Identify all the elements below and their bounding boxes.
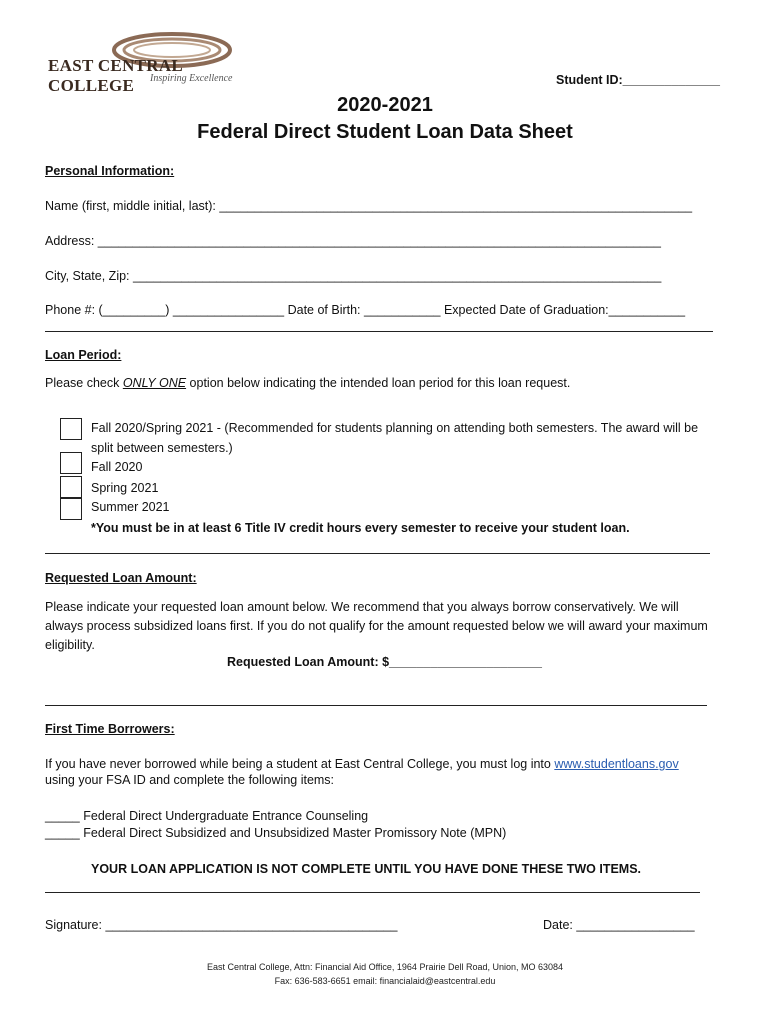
checkbox-summer[interactable] (60, 498, 82, 520)
student-id-field[interactable]: Student ID:______________ (556, 73, 720, 87)
checkbox-fall-spring[interactable] (60, 418, 82, 440)
college-logo (44, 28, 244, 95)
option-summer: Summer 2021 (91, 500, 170, 514)
divider (45, 331, 713, 332)
footer-contact: Fax: 636-583-6651 email: financialaid@eastcentral.edu (274, 976, 496, 986)
requested-amount-field[interactable]: Requested Loan Amount: $______________________ (227, 655, 542, 669)
option-fall-spring: Fall 2020/Spring 2021 - (Recommended for students planning on attending both semesters. The award will be (91, 421, 699, 435)
divider (45, 705, 707, 706)
requested-amount-heading: Requested Loan Amount: (45, 571, 197, 585)
form-year: 2020-2021 (337, 94, 433, 116)
logo-tagline: Inspiring Excellence (150, 73, 233, 84)
phone-dob-graduation-fields[interactable]: Phone #: (_________) ________________ Date of Birth: ___________ Expected Date of Graduation:___________ (45, 303, 686, 317)
page-title: Federal Direct Student Loan Data Sheet (197, 121, 573, 143)
credit-hours-note: *You must be in at least 6 Title IV credit hours every semester to receive your student loan. (91, 521, 630, 535)
first-time-heading: First Time Borrowers: (45, 722, 175, 736)
divider (45, 892, 700, 893)
requested-amount-text: Please indicate your requested loan amount below. We recommend that you always borrow conservatively. We will always process subsidized loans first. If you do not qualify for the amount requested below we will award your maximum eligibility. (45, 600, 708, 652)
instruction-emphasis: ONLY ONE (122, 376, 187, 390)
checkbox-fall[interactable] (60, 452, 82, 474)
option-fall: Fall 2020 (91, 460, 143, 474)
mpn-item[interactable]: _____ Federal Direct Subsidized and Unsubsidized Master Promissory Note (MPN) (45, 826, 507, 840)
first-time-text-start: If you have never borrowed while being a student at East Central College, you must log into (45, 757, 555, 771)
city-state-zip-field[interactable]: City, State, Zip: ____________________________________________________________________________ (45, 269, 662, 283)
personal-info-heading: Personal Information: (45, 164, 175, 178)
studentloans-link[interactable]: www.studentloans.gov (554, 757, 679, 771)
first-time-text (45, 757, 679, 771)
logo-college-name: EAST CENTRAL COLLEGE (48, 56, 183, 95)
checkbox-spring[interactable] (60, 476, 82, 498)
completion-warning: YOUR LOAN APPLICATION IS NOT COMPLETE UNTIL YOU HAVE DONE THESE TWO ITEMS. (91, 862, 642, 876)
name-field[interactable]: Name (first, middle initial, last): ____________________________________________________________________ (45, 199, 693, 213)
divider (45, 553, 710, 554)
signature-field[interactable]: Signature: __________________________________________ (45, 918, 398, 932)
address-field[interactable]: Address: _________________________________________________________________________________ (45, 234, 661, 248)
option-fall-spring-cont: split between semesters.) (91, 441, 233, 455)
entrance-counseling-item[interactable]: _____ Federal Direct Undergraduate Entrance Counseling (45, 809, 369, 823)
option-spring: Spring 2021 (91, 481, 159, 495)
footer-address: East Central College, Attn: Financial Aid Office, 1964 Prairie Dell Road, Union, MO 63084 (206, 962, 564, 972)
loan-period-instruction (45, 376, 570, 390)
date-field[interactable]: Date: _________________ (543, 918, 695, 932)
instruction-text: Please check (45, 376, 123, 390)
instruction-text-end: option below indicating the intended loan period for this loan request. (186, 376, 571, 390)
loan-period-heading: Loan Period: (45, 348, 122, 362)
first-time-text-cont: using your FSA ID and complete the following items: (45, 773, 335, 787)
